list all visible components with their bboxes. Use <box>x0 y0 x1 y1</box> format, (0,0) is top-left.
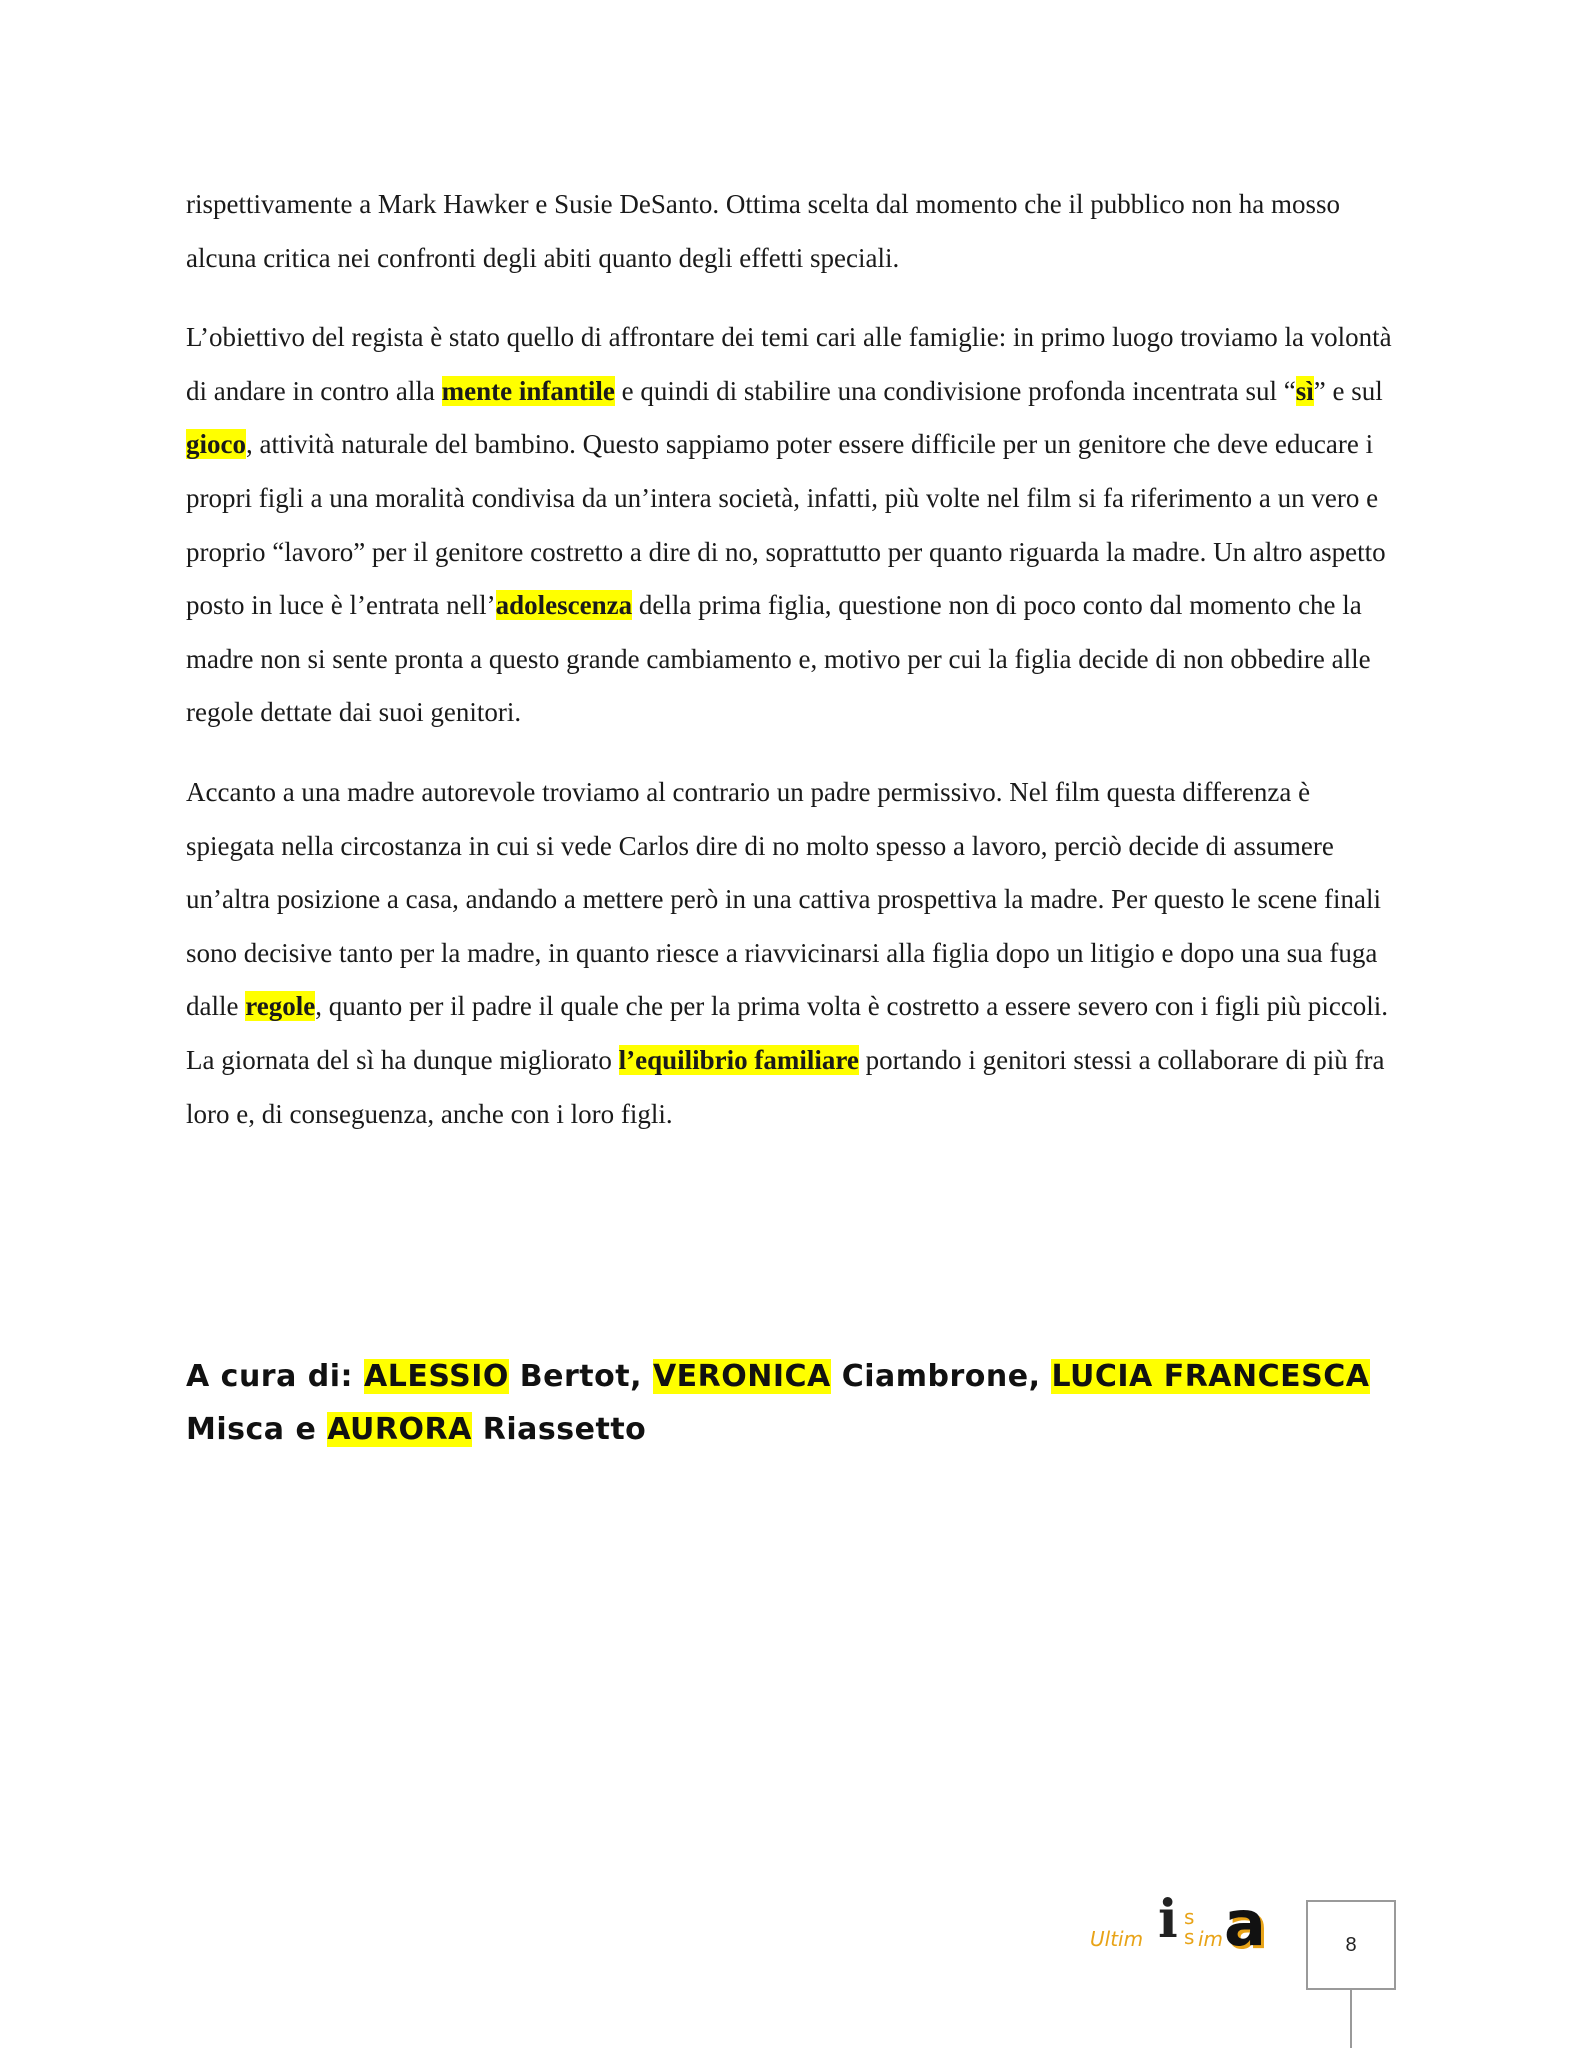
text-run: Ciambrone, <box>830 1359 1052 1394</box>
highlighted-text: sì <box>1295 375 1314 406</box>
highlighted-text: LUCIA FRANCESCA <box>1051 1359 1370 1394</box>
page-number-line <box>1350 1990 1352 2048</box>
highlighted-text: l’equilibrio familiare <box>618 1044 859 1075</box>
highlighted-text: ALESSIO <box>364 1359 509 1394</box>
logo-text: im <box>1198 1927 1224 1951</box>
ultimissima-logo <box>1090 1883 1280 1963</box>
paragraph <box>186 178 1401 285</box>
text-run: Bertot, <box>508 1359 653 1394</box>
text-run: e quindi di stabilire una condivisione profonda incentrata sul “ <box>614 375 1296 406</box>
highlighted-text: regole <box>245 991 316 1022</box>
text-run: , attività naturale del bambino. Questo sappiamo poter essere difficile per un genitore che deve educare i propri figli a una moralità condivisa da un’intera società, infatti, più volte nel film si fa riferimento a un vero e proprio “lavoro” per il genitore costretto a dire di no, soprattutto per quanto riguarda la madre. Un altro aspetto posto in luce è l’entrata nell’ <box>186 429 1386 621</box>
paragraph <box>186 311 1401 740</box>
text-run: , quanto per il padre il quale che per la prima volta è costretto a essere severo con i figli più piccoli. La giornata del sì ha dunque migliorato <box>186 991 1389 1075</box>
highlighted-text: mente infantile <box>441 375 615 406</box>
highlighted-text: AURORA <box>327 1412 472 1447</box>
paragraph <box>186 766 1401 1141</box>
highlighted-text: VERONICA <box>652 1359 831 1394</box>
text-run: rispettivamente a Mark Hawker e Susie DeSanto. Ottima scelta dal momento che il pubblico non ha mosso alcuna critica nei confronti degli abiti quanto degli effetti speciali. <box>186 189 1340 273</box>
text-run: della prima figlia, questione non di poco conto dal momento che la madre non si sente pronta a questo grande cambiamento e, motivo per cui la figlia decide di non obbedire alle regole dettate dai suoi genitori. <box>186 590 1371 728</box>
text-run: A cura di: <box>186 1359 364 1394</box>
logo-text: s <box>1184 1905 1195 1929</box>
logo-text: i <box>1158 1889 1178 1950</box>
text-run: portando i genitori stessi a collaborare di più fra loro e, di conseguenza, anche con i loro figli. <box>186 1044 1385 1129</box>
page-number: 8 <box>1345 1933 1357 1956</box>
text-run: ” e sul <box>1313 375 1383 406</box>
highlighted-text: gioco <box>186 429 246 460</box>
logo-text: a <box>1224 1887 1266 1960</box>
credits-line <box>186 1350 1416 1456</box>
text-run: Riassetto <box>471 1412 647 1447</box>
logo-text: s <box>1184 1925 1195 1949</box>
text-run: Misca e <box>186 1412 328 1447</box>
text-run: Accanto a una madre autorevole troviamo al contrario un padre permissivo. Nel film questa differenza è spiegata nella circostanza in cui si vede Carlos dire di no molto spesso a lavoro, perciò decide di assumere un’altra posizione a casa, andando a mettere però in una cattiva prospettiva la madre. Per questo le scene finali sono decisive tanto per la madre, in quanto riesce a riavvicinarsi alla figlia dopo un litigio e dopo una sua fuga dalle <box>186 776 1382 1022</box>
highlighted-text: adolescenza <box>495 590 633 621</box>
logo-text: Ultim <box>1090 1927 1144 1951</box>
text-run: L’obiettivo del regista è stato quello di affrontare dei temi cari alle famiglie: in primo luogo troviamo la volontà di andare in contro alla <box>186 322 1392 406</box>
document-body <box>186 178 1401 1167</box>
page-number-box <box>1306 1900 1396 1990</box>
